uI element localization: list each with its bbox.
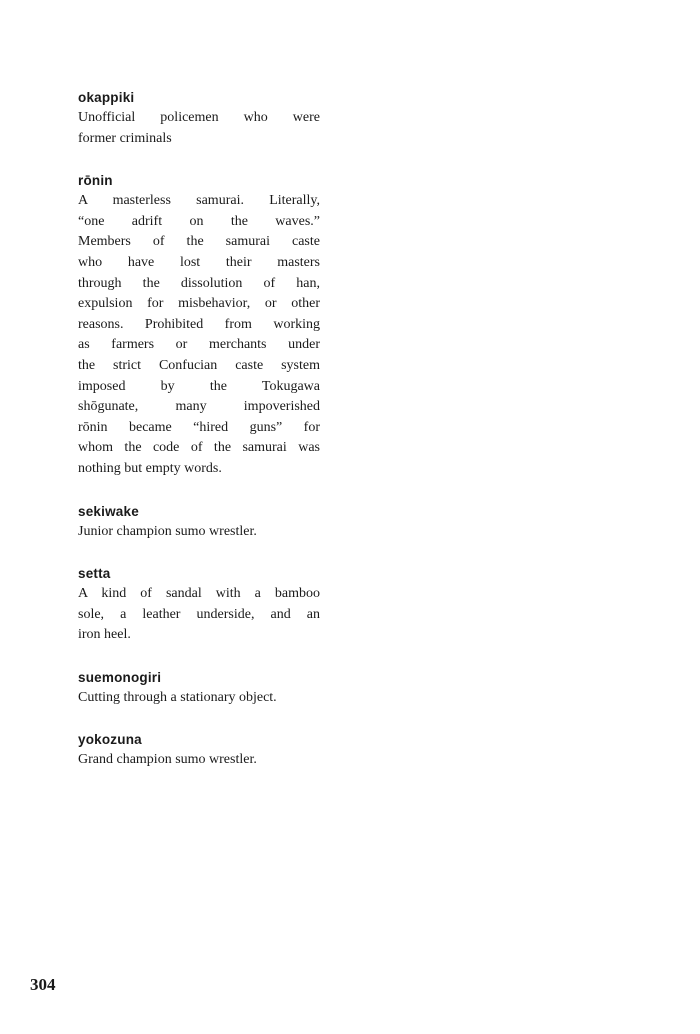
glossary-definition (78, 688, 320, 709)
glossary-entry-yokozuna (78, 730, 320, 771)
definition-line: the strict Confucian caste system (78, 357, 320, 373)
glossary-definition (78, 522, 320, 543)
glossary-entry-suemonogiri (78, 668, 320, 709)
definition-line: iron heel. (78, 627, 131, 643)
glossary-entry-setta (78, 564, 320, 646)
glossary-term: yokozuna (78, 732, 142, 748)
definition-line: shōgunate, many impoverished (78, 399, 320, 415)
definition-line: “one adrift on the waves.” (78, 213, 320, 229)
definition-line: through the dissolution of han, (78, 275, 320, 291)
definition-line: Cutting through a stationary object. (78, 689, 277, 705)
definition-line: expulsion for misbehavior, or other (78, 296, 320, 312)
definition-line: who have lost their masters (78, 254, 320, 270)
glossary-definition (78, 584, 320, 646)
glossary-term: setta (78, 566, 111, 582)
definition-line: rōnin became “hired guns” for (78, 419, 320, 435)
glossary-entry-sekiwake (78, 502, 320, 543)
definition-line: Grand champion sumo wrestler. (78, 752, 257, 768)
glossary-entry-ronin (78, 171, 320, 479)
glossary-definition (78, 191, 320, 479)
glossary-definition (78, 108, 320, 149)
definition-line: A masterless samurai. Literally, (78, 193, 320, 209)
definition-line: former criminals (78, 130, 172, 146)
glossary-definition (78, 750, 320, 771)
glossary-entry-okappiki (78, 88, 320, 149)
definition-line: Unofficial policemen who were (78, 110, 320, 125)
definition-line: nothing but empty words. (78, 460, 222, 476)
glossary-term: rōnin (78, 173, 113, 189)
definition-line: as farmers or merchants under (78, 337, 320, 353)
definition-line: whom the code of the samurai was (78, 440, 320, 456)
definition-line: Junior champion sumo wrestler. (78, 523, 257, 539)
definition-line: imposed by the Tokugawa (78, 378, 320, 394)
page-number: 304 (30, 975, 56, 994)
definition-line: reasons. Prohibited from working (78, 316, 320, 332)
glossary-term: suemonogiri (78, 669, 162, 685)
definition-line: A kind of sandal with a bamboo (78, 586, 320, 602)
glossary-term: okappiki (78, 90, 135, 105)
definition-line: Members of the samurai caste (78, 234, 320, 250)
glossary-column (78, 88, 320, 793)
glossary-term: sekiwake (78, 503, 139, 519)
definition-line: sole, a leather underside, and an (78, 606, 320, 622)
